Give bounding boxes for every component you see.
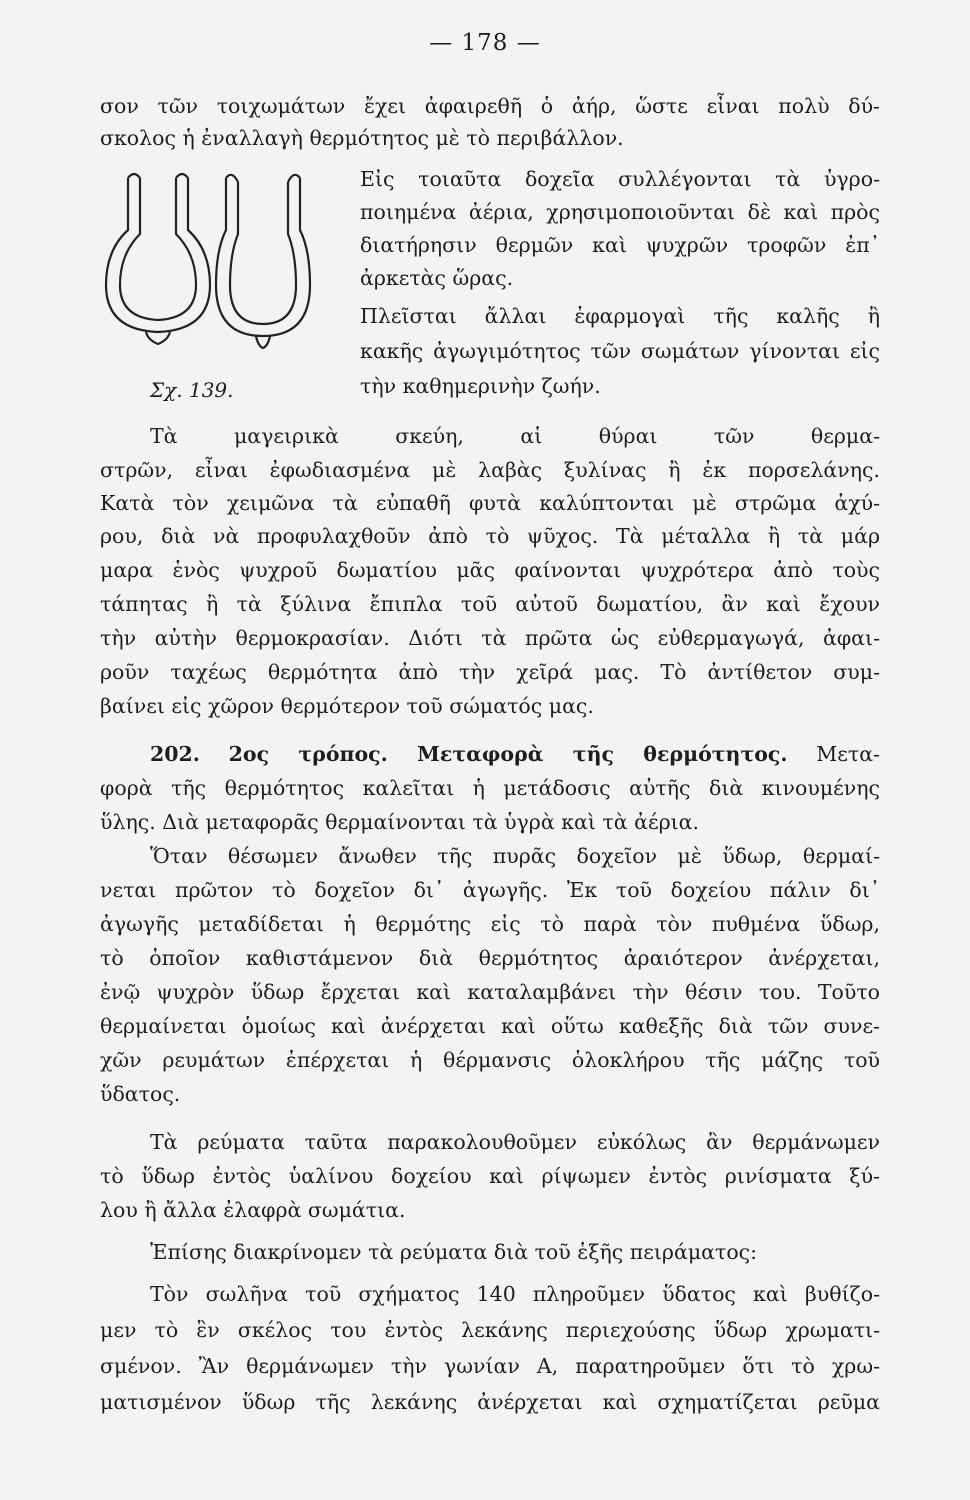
text-line: Εἰς τοιαῦτα δοχεῖα συλλέγονται τὰ ὑγρο- [360,167,880,191]
text-line: Ἐπίσης διακρίνομεν τὰ ρεύματα διὰ τοῦ ἑξῆς πειράματος: [150,1240,758,1264]
text-line: Ὅταν θέσωμεν ἄνωθεν τῆς πυρᾶς δοχεῖον μὲ ὕδωρ, θερμαί- [150,844,880,868]
text-line: Τὸν σωλῆνα τοῦ σχήματος 140 πληροῦμεν ὕδατος καὶ βυθίζο- [150,1282,880,1306]
text-line: ἀγωγῆς μεταδίδεται ἡ θερμότης εἰς τὸ παρὰ τὸν πυθμένα ὕδωρ, [100,912,880,936]
text-line: διατήρησιν θερμῶν καὶ ψυχρῶν τροφῶν ἐπ᾽ [360,233,880,257]
text-line: τὸ ὁποῖον καθιστάμενον διὰ θερμότητος ἀραιότερον ἀνέρχεται, [100,946,880,970]
text-line: ὕλης. Διὰ μεταφορᾶς θερμαίνονται τὰ ὑγρὰ καὶ τὰ ἀέρια. [100,810,700,834]
text-line: τὴν αὐτὴν θερμοκρασίαν. Διότι τὰ πρῶτα ὡς εὐθερμαγωγά, ἀφαι- [100,626,880,650]
text-line: Τὰ μαγειρικὰ σκεύη, αἱ θύραι τῶν θερμα- [150,424,880,448]
text-line: Τὰ ρεύματα ταῦτα παρακολουθοῦμεν εὐκόλως ἂν θερμάνωμεν [150,1130,880,1154]
text-line: ἀρκετὰς ὥρας. [360,266,514,290]
text-line: ροῦν ταχέως θερμότητα ἀπὸ τὴν χεῖρά μας. Τὸ ἀντίθετον συμ- [100,660,880,684]
text-line: τάπητας ἢ τὰ ξύλινα ἔπιπλα τοῦ αὐτοῦ δωματίου, ἂν καὶ ἔχουν [100,592,880,616]
two-glass-vessels-drawing [98,160,343,370]
text-line: μαρα ἑνὸς ψυχροῦ δωματίου μᾶς φαίνονται ψυχρότερα ἀπὸ τοὺς [100,558,880,582]
text-line: ἐνῷ ψυχρὸν ὕδωρ ἔρχεται καὶ καταλαμβάνει τὴν θέσιν του. Τοῦτο [100,980,880,1004]
text-line: τὴν καθημερινὴν ζωήν. [360,374,601,398]
text-line: Πλεῖσται ἄλλαι ἐφαρμογαὶ τῆς καλῆς ἢ [360,304,880,328]
text-line: τὸ ὕδωρ ἐντὸς ὑαλίνου δοχείου καὶ ρίψωμεν ἐντὸς ρινίσματα ξύ- [100,1164,880,1188]
text-line: σμένον. Ἂν θερμάνωμεν τὴν γωνίαν Α, παρατηροῦμεν ὅτι τὸ χρω- [100,1354,880,1378]
text-line: ὕδατος. [100,1082,181,1106]
text-line: ρου, διὰ νὰ προφυλαχθοῦν ἀπὸ τὸ ψῦχος. Τὰ μέταλλα ἢ τὰ μάρ [100,524,880,548]
figure-caption: Σχ. 139. [150,378,234,402]
section-heading: 2ος τρόπος. Μεταφορὰ τῆς θερμότητος. [228,742,788,766]
section-number: 202. [150,742,200,766]
text-line: νεται πρῶτον τὸ δοχεῖον δι᾽ ἀγωγῆς. Ἐκ τοῦ δοχείου πάλιν δι᾽ [100,878,880,902]
text-line: ματισμένον ὕδωρ τῆς λεκάνης ἀνέρχεται καὶ σχηματίζεται ρεῦμα [100,1390,880,1414]
section-heading-line [150,738,880,770]
section-heading-rest: Μετα- [816,742,880,766]
text-line: σκολος ἡ ἐναλλαγὴ θερμότητος μὲ τὸ περιβάλλον. [100,126,624,150]
text-line: κακῆς ἀγωγιμότητος τῶν σωμάτων γίνονται εἰς [360,339,880,363]
page-number: — 178 — [429,30,541,56]
text-line: χῶν ρευμάτων ἐπέρχεται ἡ θέρμανσις ὁλοκλήρου τῆς μάζης τοῦ [100,1048,880,1072]
text-line: σον τῶν τοιχωμάτων ἔχει ἀφαιρεθῆ ὁ ἀήρ, ὥστε εἶναι πολὺ δύ- [100,94,880,118]
text-line: φορὰ τῆς θερμότητος καλεῖται ἡ μετάδοσις αὐτῆς διὰ κινουμένης [100,776,880,800]
text-line: βαίνει εἰς χῶρον θερμότερον τοῦ σώματός μας. [100,694,594,718]
text-line: μεν τὸ ἓν σκέλος του ἐντὸς λεκάνης περιεχούσης ὕδωρ χρωματι- [100,1318,880,1342]
text-line: στρῶν, εἶναι ἐφωδιασμένα μὲ λαβὰς ξυλίνας ἢ ἐκ πορσελάνης. [100,458,880,482]
text-line: Κατὰ τὸν χειμῶνα τὰ εὐπαθῆ φυτὰ καλύπτονται μὲ στρῶμα ἀχύ- [100,491,880,515]
text-line: λου ἢ ἄλλα ἐλαφρὰ σωμάτια. [100,1198,406,1222]
text-line: ποιημένα ἀέρια, χρησιμοποιοῦνται δὲ καὶ πρὸς [360,200,880,224]
text-line: θερμαίνεται ὁμοίως καὶ ἀνέρχεται καὶ οὕτω καθεξῆς διὰ τῶν συνε- [100,1014,880,1038]
